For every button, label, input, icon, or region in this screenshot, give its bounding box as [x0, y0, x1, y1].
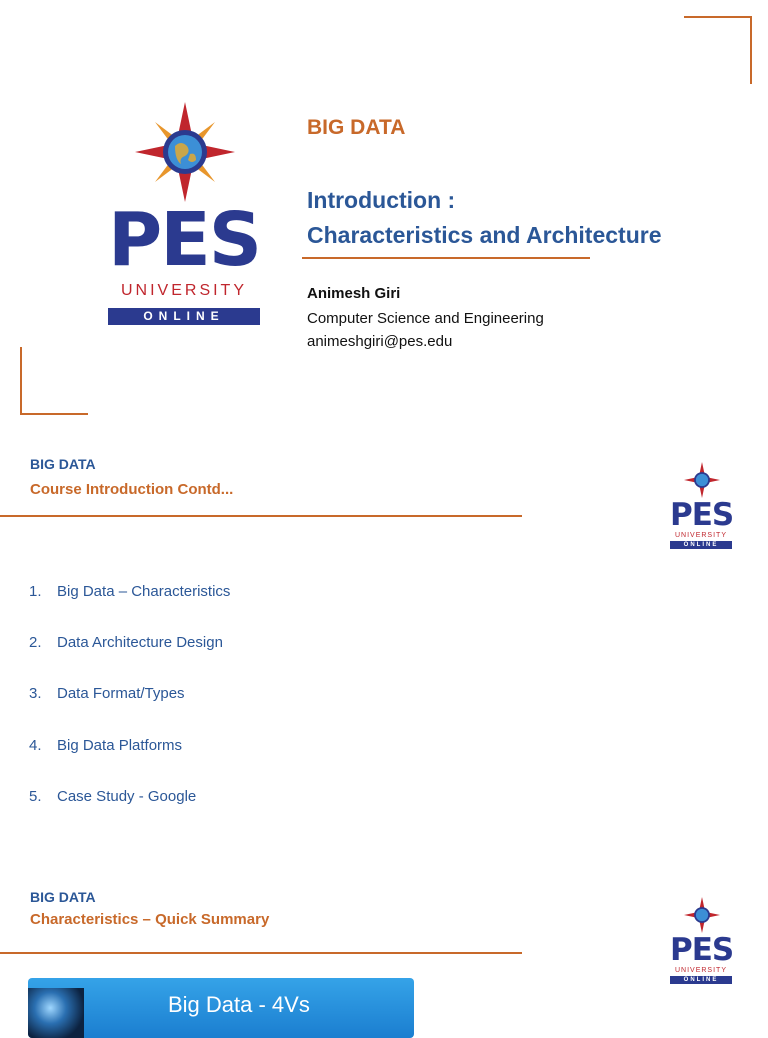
list-item: [29, 737, 182, 754]
list-item-number: 1.: [29, 583, 42, 600]
list-item: [29, 583, 230, 600]
list-item: [29, 634, 223, 651]
logo-wordmark: PES: [670, 497, 734, 533]
slide-subtitle: Course Introduction Contd...: [30, 481, 234, 498]
list-item-label: Big Data Platforms: [57, 737, 183, 754]
logo-online: ONLINE: [670, 976, 732, 984]
logo-university: UNIVERSITY: [674, 967, 727, 974]
logo-university: UNIVERSITY: [674, 532, 727, 539]
slide-course-label: BIG DATA: [30, 889, 96, 905]
logo-wordmark: PES: [670, 932, 734, 968]
video-title: Big Data - 4Vs: [168, 992, 310, 1017]
slide-subtitle: Characteristics – Quick Summary: [30, 911, 270, 928]
author-name: Animesh Giri: [307, 285, 401, 302]
header-divider: [0, 952, 522, 954]
pes-logo: [668, 462, 736, 554]
logo-online: ONLINE: [108, 308, 260, 325]
course-name: BIG DATA: [307, 116, 406, 139]
list-item-number: 3.: [29, 685, 42, 702]
list-item-label: Data Architecture Design: [57, 634, 223, 651]
characteristics-slide: [0, 865, 768, 1024]
list-item-number: 2.: [29, 634, 42, 651]
video-embed[interactable]: [28, 978, 414, 1038]
corner-frame-top-right: [684, 16, 752, 84]
course-intro-slide: [0, 440, 768, 835]
list-item-number: 4.: [29, 737, 42, 754]
compass-globe-icon: [684, 462, 720, 498]
title-slide: [0, 0, 768, 425]
compass-globe-icon: [135, 102, 235, 202]
slide-title-line1: Introduction :: [307, 187, 456, 213]
logo-online: ONLINE: [670, 541, 732, 549]
list-item-label: Big Data – Characteristics: [57, 583, 231, 600]
video-thumbnail: [28, 988, 84, 1038]
slide-title-line2: Characteristics and Architecture: [307, 222, 662, 248]
slide-course-label: BIG DATA: [30, 456, 96, 472]
logo-university: UNIVERSITY: [120, 282, 247, 299]
list-item-label: Data Format/Types: [57, 685, 185, 702]
list-item: [29, 685, 185, 702]
corner-frame-bottom-left: [20, 347, 88, 415]
header-divider: [0, 515, 522, 517]
logo-wordmark: PES: [108, 197, 261, 283]
list-item: [29, 788, 196, 805]
compass-globe-icon: [684, 897, 720, 933]
title-divider: [302, 257, 590, 259]
list-item-number: 5.: [29, 788, 42, 805]
pes-logo: [668, 897, 736, 989]
author-email[interactable]: animeshgiri@pes.edu: [307, 333, 453, 350]
list-item-label: Case Study - Google: [57, 788, 197, 805]
author-department: Computer Science and Engineering: [307, 310, 544, 327]
